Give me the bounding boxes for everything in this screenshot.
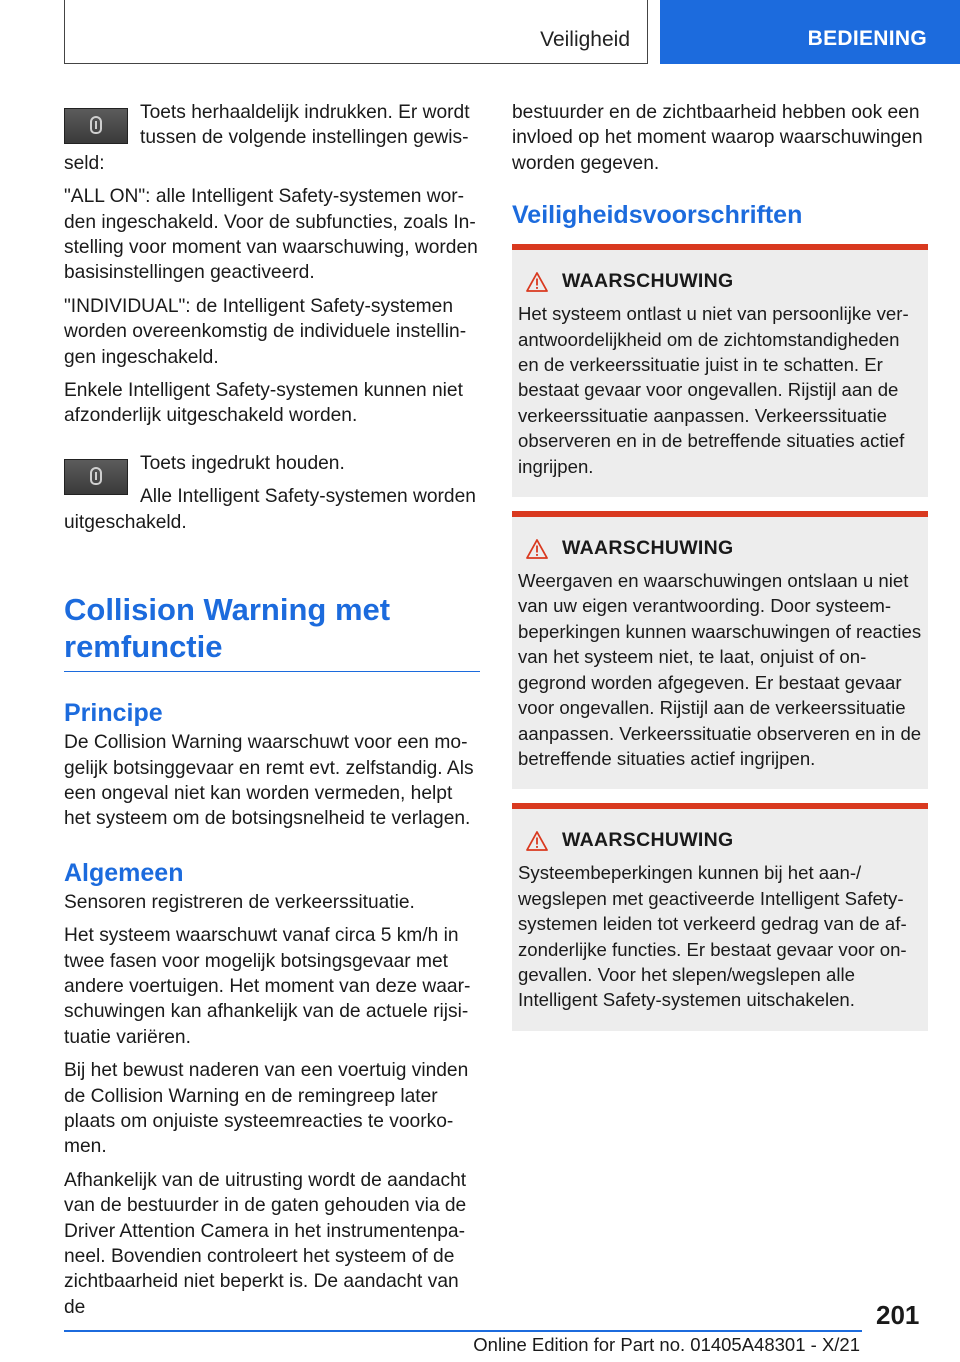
paragraph: Toets ingedrukt houden. (140, 452, 345, 474)
warning-triangle-icon (526, 831, 548, 851)
paragraph: Toets herhaaldelijk indrukken. Er wordt tussen de volgende instellingen gewisseld: (64, 102, 470, 174)
warning-triangle-icon (526, 272, 548, 292)
instruction-press-hold (64, 451, 480, 543)
paragraph: bestuurder en de zichtbaarheid hebben ook een invloed op het moment waarop waarschuwingen worden gegeven. (512, 102, 923, 174)
instruction-press-repeatedly (64, 100, 480, 184)
header-section-title: Veiligheid (540, 28, 630, 51)
right-column (512, 100, 928, 1045)
warning-title: WAARSCHUWING (562, 829, 734, 852)
paragraph: Sensoren registreren de verkeerssituatie. (64, 891, 415, 913)
paragraph: Enkele Intelligent Safety-systemen kunnen niet afzonderlijk uitgeschakeld worden. (64, 380, 463, 427)
paragraph: Afhankelijk van de uitrusting wordt de aandacht van de bestuurder in de gaten gehouden via de Driver Attention Camera in het instrumentenpaneel. Bovendien controleert het systeem of de zichtbaarheid niet beperkt is. De aandacht van de (64, 1169, 467, 1318)
paragraph: Alle Intelligent Safety-systemen worden uitgeschakeld. (64, 486, 476, 533)
footer-divider (64, 1330, 862, 1332)
warning-header (526, 537, 922, 560)
paragraph: Bij het bewust naderen van een voertuig vinden de Collision Warning en de remingreep later plaats om onjuiste systeemreacties te voorkomen. (64, 1060, 469, 1158)
section-heading: Collision Warning met remfunctie (64, 591, 480, 672)
intelligent-safety-button-icon (64, 108, 128, 144)
paragraph: "INDIVIDUAL": de Intelligent Safety-systemen worden overeenkomstig de individuele instellingen ingeschakeld. (64, 295, 467, 368)
subheading-algemeen: Algemeen (64, 858, 184, 887)
warning-title: WAARSCHUWING (562, 270, 734, 293)
warning-box (512, 511, 928, 789)
page-number: 201 (876, 1300, 920, 1330)
warning-text: Weergaven en waarschuwingen ontslaan u niet van uw eigen verantwoording. Door systeembeperkingen kunnen waarschuwingen of reacties van het systeem niet, te laat, onjuist of ongegrond worden afgegeven. Er bestaat gevaar voor ongevallen. Rijstijl aan de verkeerssituatie aanpassen. Verkeerssituatie observeren en in de betreffende situaties actief ingrijpen. (518, 570, 922, 769)
subheading-veiligheidsvoorschriften: Veiligheidsvoorschriften (512, 201, 803, 230)
warning-title: WAARSCHUWING (562, 537, 734, 560)
header-chapter-tab (660, 0, 960, 64)
left-column (64, 100, 480, 1328)
warning-triangle-icon (526, 539, 548, 559)
subheading-principe: Principe (64, 699, 163, 728)
paragraph: Het systeem waarschuwt vanaf circa 5 km/h in twee fasen voor mogelijk botsingsgevaar met andere voertuigen. Het moment van deze waarschuwingen kan afhankelijk van de actuele rijsituatie variëren. (64, 925, 471, 1048)
header-chapter-label: BEDIENING (807, 27, 927, 50)
paragraph: De Collision Warning waarschuwt voor een mogelijk botsinggevaar en remt evt. zelfstandig. Als een ongeval niet kan worden vermeden, helpt het systeem om de botsingsnelheid te verlagen. (64, 732, 474, 830)
warning-box (512, 803, 928, 1030)
intelligent-safety-button-icon (64, 459, 128, 495)
warning-text: Systeembeperkingen kunnen bij het aan-/ wegslepen met geactiveerde Intelligent Safety-systemen leiden tot verkeerd gedrag van de afzonderlijke functies. Er bestaat gevaar voor ongevallen. Voor het slepen/wegslepen alle Intelligent Safety-systemen uitschakelen. (518, 862, 907, 1011)
warning-text: Het systeem ontlast u niet van persoonlijke verantwoordelijkheid om de zichtomstandigheden en de verkeerssituatie juist in te schatten. Er bestaat gevaar voor ongevallen. Rijstijl aan de verkeerssituatie aanpassen. Verkeerssituatie observeren en in de betreffende situaties actief ingrijpen. (518, 303, 909, 477)
warning-header (526, 270, 922, 293)
warning-box (512, 244, 928, 497)
paragraph: "ALL ON": alle Intelligent Safety-systemen worden ingeschakeld. Voor de subfuncties, zoals Instelling voor moment van waarschuwing, worden basisinstellingen geactiveerd. (64, 186, 478, 284)
warning-header (526, 829, 922, 852)
footer-edition-link[interactable]: Online Edition for Part no. 01405A48301 - X/21 (473, 1334, 860, 1355)
